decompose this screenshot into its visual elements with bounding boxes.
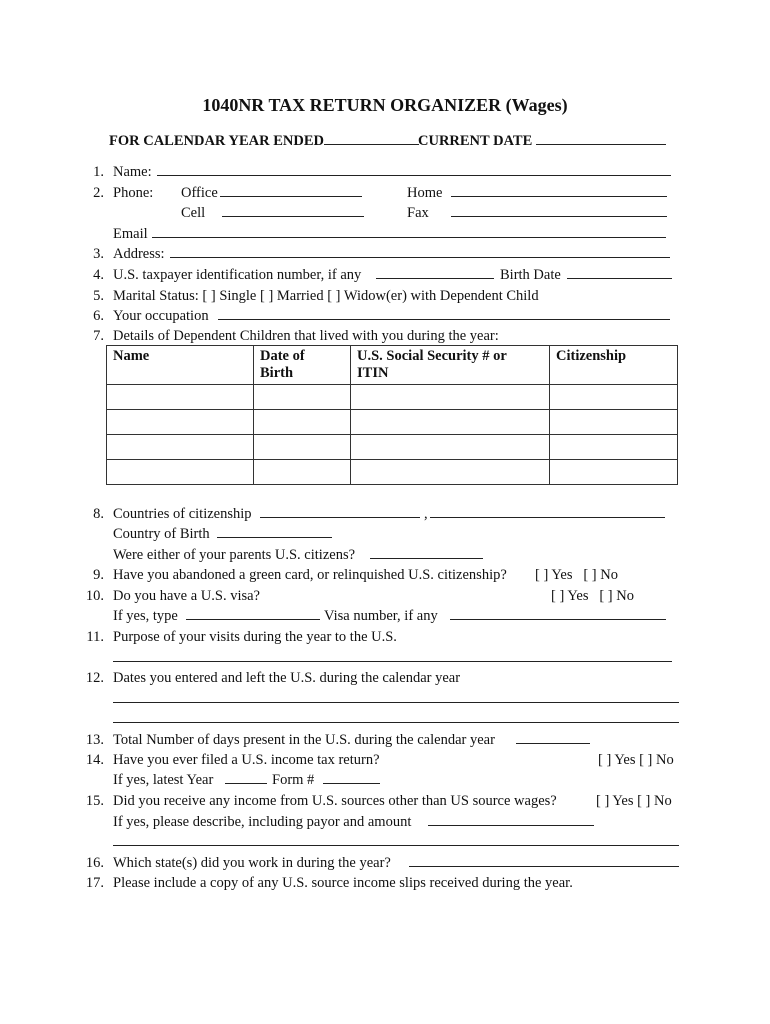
table-cell[interactable] bbox=[550, 385, 678, 410]
describe-label: If yes, please describe, including payor and amount bbox=[113, 814, 412, 830]
name-field[interactable] bbox=[157, 175, 671, 176]
table-cell[interactable] bbox=[107, 435, 254, 460]
item-number: 16. bbox=[85, 855, 104, 871]
item-number: 7. bbox=[93, 328, 104, 344]
birth-country-field[interactable] bbox=[217, 537, 332, 538]
item-number: 17. bbox=[85, 875, 104, 891]
table-row bbox=[107, 410, 678, 435]
item-number: 11. bbox=[86, 629, 104, 645]
office-label: Office bbox=[181, 185, 218, 201]
fax-label: Fax bbox=[407, 205, 429, 221]
col-dob-header: Date of Birth bbox=[254, 346, 351, 385]
parents-label: Were either of your parents U.S. citizens? bbox=[113, 547, 356, 563]
citizenship-field-1[interactable] bbox=[260, 517, 420, 518]
purpose-field[interactable] bbox=[113, 661, 672, 662]
latest-year-field[interactable] bbox=[225, 783, 267, 784]
phone-label: Phone: bbox=[113, 185, 154, 201]
current-date-label: CURRENT DATE bbox=[418, 131, 666, 150]
abandoned-yes-no[interactable]: [ ] Yes [ ] No bbox=[535, 567, 618, 583]
address-field[interactable] bbox=[170, 257, 670, 258]
dates-field-1[interactable] bbox=[113, 702, 679, 703]
describe-field-2[interactable] bbox=[113, 845, 679, 846]
col-name-header: Name bbox=[107, 346, 254, 385]
birth-date-field[interactable] bbox=[567, 278, 672, 279]
visa-yes-no[interactable]: [ ] Yes [ ] No bbox=[551, 588, 634, 604]
taxpayer-id-label: U.S. taxpayer identification number, if any bbox=[113, 267, 362, 283]
table-header-row bbox=[107, 346, 678, 385]
item-number: 14. bbox=[85, 752, 104, 768]
table-row bbox=[107, 460, 678, 485]
citizenship-label: Countries of citizenship bbox=[113, 506, 252, 522]
cell-phone-field[interactable] bbox=[222, 216, 364, 217]
days-label: Total Number of days present in the U.S. during the calendar year bbox=[113, 732, 495, 748]
visa-type-label: If yes, type bbox=[113, 608, 178, 624]
table-cell[interactable] bbox=[254, 435, 351, 460]
table-row bbox=[107, 435, 678, 460]
visa-type-field[interactable] bbox=[186, 619, 320, 620]
calendar-year-field[interactable] bbox=[324, 131, 419, 145]
income-yes-no[interactable]: [ ] Yes [ ] No bbox=[596, 793, 672, 809]
item-number: 6. bbox=[93, 308, 104, 324]
table-cell[interactable] bbox=[550, 435, 678, 460]
item-number: 4. bbox=[93, 267, 104, 283]
item-number: 13. bbox=[85, 732, 104, 748]
dependents-table bbox=[106, 345, 678, 485]
address-label: Address: bbox=[113, 246, 165, 262]
occupation-field[interactable] bbox=[218, 319, 670, 320]
item-number: 5. bbox=[93, 288, 104, 304]
table-cell[interactable] bbox=[254, 385, 351, 410]
filed-yes-no[interactable]: [ ] Yes [ ] No bbox=[598, 752, 674, 768]
abandoned-label: Have you abandoned a green card, or relinquished U.S. citizenship? bbox=[113, 567, 507, 583]
email-label: Email bbox=[113, 226, 148, 242]
table-cell[interactable] bbox=[254, 410, 351, 435]
current-date-field[interactable] bbox=[536, 131, 666, 145]
dependents-label: Details of Dependent Children that lived with you during the year: bbox=[113, 328, 499, 344]
table-cell[interactable] bbox=[351, 385, 550, 410]
office-phone-field[interactable] bbox=[220, 196, 362, 197]
latest-year-label: If yes, latest Year bbox=[113, 772, 214, 788]
filed-label: Have you ever filed a U.S. income tax return? bbox=[113, 752, 380, 768]
form-label: Form # bbox=[272, 772, 315, 788]
parents-field[interactable] bbox=[370, 558, 483, 559]
describe-field[interactable] bbox=[428, 825, 594, 826]
item-number: 10. bbox=[85, 588, 104, 604]
marital-status-options[interactable]: Marital Status: [ ] Single [ ] Married [ ] Widow(er) with Dependent Child bbox=[113, 288, 539, 304]
page-title: 1040NR TAX RETURN ORGANIZER (Wages) bbox=[202, 95, 568, 115]
item-number: 15. bbox=[85, 793, 104, 809]
table-cell[interactable] bbox=[351, 435, 550, 460]
cell-label: Cell bbox=[181, 205, 206, 221]
form-number-field[interactable] bbox=[323, 783, 380, 784]
taxpayer-id-field[interactable] bbox=[376, 278, 494, 279]
home-label: Home bbox=[407, 185, 443, 201]
fax-field[interactable] bbox=[451, 216, 667, 217]
table-cell[interactable] bbox=[550, 410, 678, 435]
item-number: 3. bbox=[93, 246, 104, 262]
occupation-label: Your occupation bbox=[113, 308, 209, 324]
table-cell[interactable] bbox=[107, 460, 254, 485]
calendar-year-label: FOR CALENDAR YEAR ENDED bbox=[109, 131, 419, 150]
table-cell[interactable] bbox=[107, 410, 254, 435]
item-number: 1. bbox=[93, 164, 104, 180]
item-number: 8. bbox=[93, 506, 104, 522]
other-income-label: Did you receive any income from U.S. sources other than US source wages? bbox=[113, 793, 557, 809]
table-cell[interactable] bbox=[351, 410, 550, 435]
email-field[interactable] bbox=[152, 237, 666, 238]
visa-label: Do you have a U.S. visa? bbox=[113, 588, 260, 604]
dates-field-2[interactable] bbox=[113, 722, 679, 723]
table-cell[interactable] bbox=[351, 460, 550, 485]
home-phone-field[interactable] bbox=[451, 196, 667, 197]
item-number: 2. bbox=[93, 185, 104, 201]
states-field[interactable] bbox=[409, 866, 679, 867]
name-label: Name: bbox=[113, 164, 152, 180]
states-label: Which state(s) did you work in during the year? bbox=[113, 855, 391, 871]
slips-label: Please include a copy of any U.S. source income slips received during the year. bbox=[113, 875, 573, 891]
col-citizenship-header: Citizenship bbox=[550, 346, 678, 385]
birth-country-label: Country of Birth bbox=[113, 526, 210, 542]
birth-date-label: Birth Date bbox=[500, 267, 561, 283]
citizenship-field-2[interactable] bbox=[430, 517, 665, 518]
item-number: 9. bbox=[93, 567, 104, 583]
table-row bbox=[107, 385, 678, 410]
col-ssn-header: U.S. Social Security # or ITIN bbox=[351, 346, 550, 385]
dates-label: Dates you entered and left the U.S. during the calendar year bbox=[113, 670, 461, 686]
comma: , bbox=[424, 506, 428, 522]
visa-number-label: Visa number, if any bbox=[324, 608, 438, 624]
table-cell[interactable] bbox=[550, 460, 678, 485]
days-field[interactable] bbox=[516, 743, 590, 744]
purpose-label: Purpose of your visits during the year to the U.S. bbox=[113, 629, 397, 645]
item-number: 12. bbox=[85, 670, 104, 686]
table-cell[interactable] bbox=[107, 385, 254, 410]
visa-number-field[interactable] bbox=[450, 619, 666, 620]
table-cell[interactable] bbox=[254, 460, 351, 485]
